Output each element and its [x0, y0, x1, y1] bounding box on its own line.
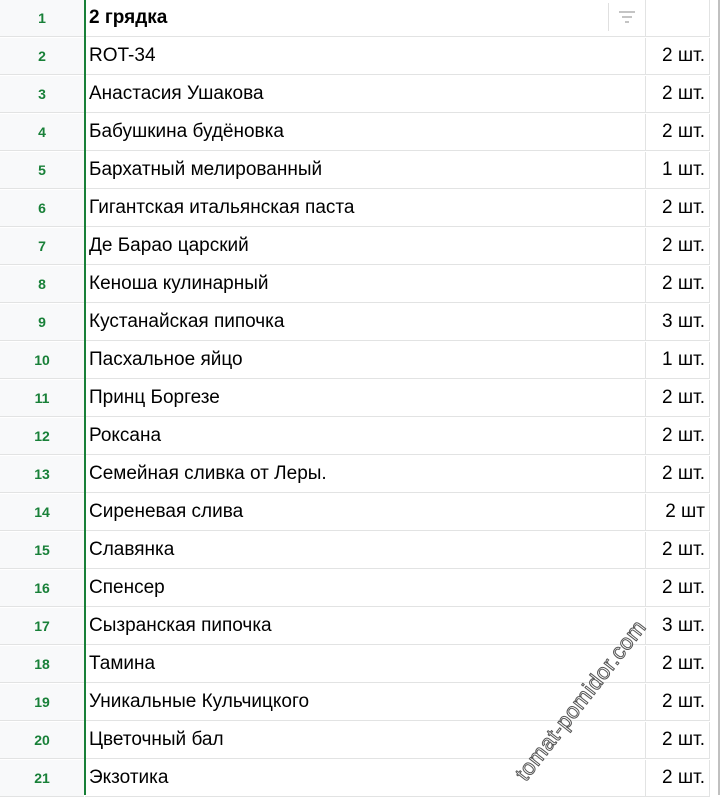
- variety-name-cell[interactable]: Анастасия Ушакова: [85, 76, 646, 113]
- filter-icon: [618, 10, 636, 24]
- variety-name-cell[interactable]: ROT-34: [85, 38, 646, 75]
- quantity-cell[interactable]: 2 шт.: [646, 114, 710, 151]
- quantity-cell[interactable]: 3 шт.: [646, 608, 710, 645]
- quantity-cell[interactable]: 2 шт.: [646, 380, 710, 417]
- variety-name-cell[interactable]: Де Барао царский: [85, 228, 646, 265]
- quantity-cell[interactable]: 2 шт.: [646, 646, 710, 683]
- quantity-cell[interactable]: 2 шт.: [646, 266, 710, 303]
- quantity-cell[interactable]: 2 шт.: [646, 760, 710, 797]
- quantity-cell[interactable]: 2 шт.: [646, 722, 710, 759]
- row-number[interactable]: 12: [0, 418, 84, 455]
- row-number[interactable]: 20: [0, 722, 84, 759]
- quantity-cell[interactable]: 2 шт.: [646, 570, 710, 607]
- table-row[interactable]: [0, 722, 720, 760]
- quantity-cell[interactable]: 2 шт.: [646, 76, 710, 113]
- table-row[interactable]: [0, 760, 720, 798]
- table-row[interactable]: [0, 228, 720, 266]
- row-number[interactable]: 21: [0, 760, 84, 797]
- quantity-cell[interactable]: 2 шт.: [646, 228, 710, 265]
- table-row[interactable]: [0, 570, 720, 608]
- variety-name-cell[interactable]: Спенсер: [85, 570, 646, 607]
- row-number[interactable]: 15: [0, 532, 84, 569]
- quantity-cell[interactable]: 2 шт: [646, 494, 710, 531]
- row-number[interactable]: 19: [0, 684, 84, 721]
- quantity-cell[interactable]: 2 шт.: [646, 456, 710, 493]
- header-row[interactable]: [0, 0, 720, 38]
- row-number[interactable]: 17: [0, 608, 84, 645]
- variety-name-cell[interactable]: Пасхальное яйцо: [85, 342, 646, 379]
- table-row[interactable]: [0, 76, 720, 114]
- variety-name-cell[interactable]: Тамина: [85, 646, 646, 683]
- variety-name-cell[interactable]: Кеноша кулинарный: [85, 266, 646, 303]
- table-row[interactable]: [0, 380, 720, 418]
- header-cell-empty[interactable]: [646, 0, 710, 37]
- quantity-cell[interactable]: 1 шт.: [646, 152, 710, 189]
- variety-name-cell[interactable]: Экзотика: [85, 760, 646, 797]
- variety-name-cell[interactable]: Роксана: [85, 418, 646, 455]
- variety-name-cell[interactable]: Сиреневая слива: [85, 494, 646, 531]
- variety-name-cell[interactable]: Принц Боргезе: [85, 380, 646, 417]
- row-number[interactable]: 6: [0, 190, 84, 227]
- table-row[interactable]: [0, 266, 720, 304]
- variety-name-cell[interactable]: Уникальные Кульчицкого: [85, 684, 646, 721]
- row-number[interactable]: 13: [0, 456, 84, 493]
- variety-name-cell[interactable]: Бабушкина будёновка: [85, 114, 646, 151]
- table-row[interactable]: [0, 38, 720, 76]
- row-number[interactable]: 18: [0, 646, 84, 683]
- table-row[interactable]: [0, 190, 720, 228]
- quantity-cell[interactable]: 2 шт.: [646, 532, 710, 569]
- watermark: tomat-pomidor.com: [510, 614, 651, 786]
- header-cell-title[interactable]: 2 грядка: [85, 0, 646, 37]
- variety-name-cell[interactable]: Сызранская пипочка: [85, 608, 646, 645]
- variety-name-cell[interactable]: Кустанайская пипочка: [85, 304, 646, 341]
- quantity-cell[interactable]: 1 шт.: [646, 342, 710, 379]
- table-row[interactable]: [0, 418, 720, 456]
- quantity-cell[interactable]: 2 шт.: [646, 38, 710, 75]
- variety-name-cell[interactable]: Гигантская итальянская паста: [85, 190, 646, 227]
- row-number[interactable]: 7: [0, 228, 84, 265]
- row-number[interactable]: 4: [0, 114, 84, 151]
- variety-name-cell[interactable]: Славянка: [85, 532, 646, 569]
- table-row[interactable]: [0, 532, 720, 570]
- quantity-cell[interactable]: 2 шт.: [646, 418, 710, 455]
- row-number[interactable]: 5: [0, 152, 84, 189]
- row-number[interactable]: 1: [0, 0, 84, 37]
- variety-name-cell[interactable]: Семейная сливка от Леры.: [85, 456, 646, 493]
- quantity-cell[interactable]: 2 шт.: [646, 190, 710, 227]
- variety-name-cell[interactable]: Бархатный мелированный: [85, 152, 646, 189]
- table-row[interactable]: [0, 494, 720, 532]
- row-number[interactable]: 10: [0, 342, 84, 379]
- row-number[interactable]: 2: [0, 38, 84, 75]
- table-row[interactable]: [0, 152, 720, 190]
- filter-button[interactable]: [608, 3, 645, 31]
- row-number[interactable]: 16: [0, 570, 84, 607]
- row-number[interactable]: 3: [0, 76, 84, 113]
- row-number[interactable]: 14: [0, 494, 84, 531]
- row-number[interactable]: 9: [0, 304, 84, 341]
- selection-edge: [84, 0, 86, 795]
- table-row[interactable]: [0, 114, 720, 152]
- quantity-cell[interactable]: 2 шт.: [646, 684, 710, 721]
- variety-name-cell[interactable]: Цветочный бал: [85, 722, 646, 759]
- quantity-cell[interactable]: 3 шт.: [646, 304, 710, 341]
- table-row[interactable]: [0, 456, 720, 494]
- table-row[interactable]: [0, 684, 720, 722]
- table-row[interactable]: [0, 304, 720, 342]
- row-number[interactable]: 11: [0, 380, 84, 417]
- table-row[interactable]: [0, 342, 720, 380]
- row-number[interactable]: 8: [0, 266, 84, 303]
